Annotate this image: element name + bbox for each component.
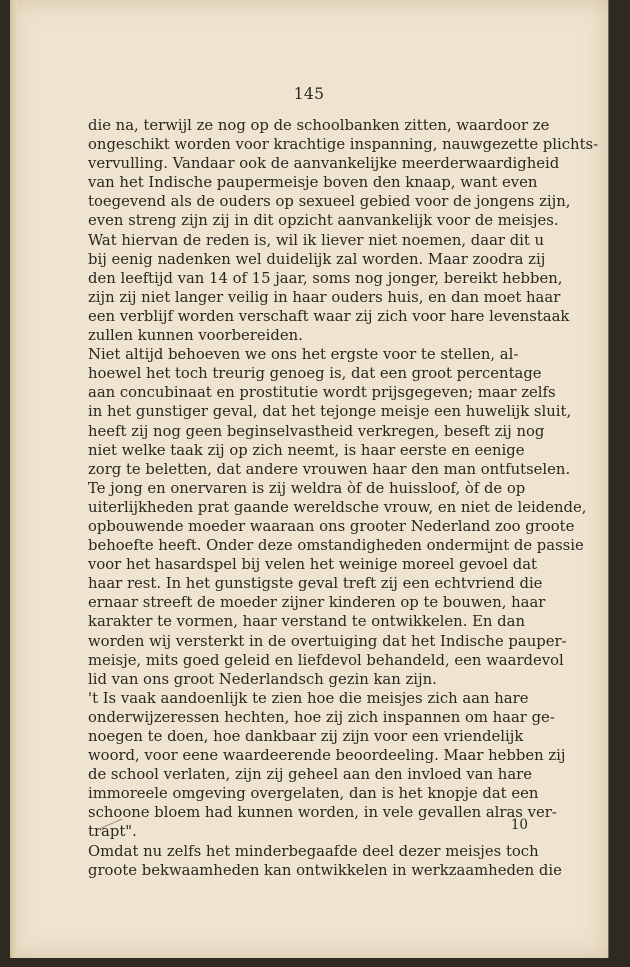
- text-line: die na, terwijl ze nog op de schoolbanken zitten, waardoor ze: [88, 117, 550, 134]
- text-line: aan concubinaat en prostitutie wordt prijsgegeven; maar zelfs: [88, 384, 556, 402]
- text-line: schoone bloem had kunnen worden, in vele gevallen alras ver-: [88, 804, 557, 822]
- text-line: van het Indische paupermeisje boven den knaap, want even: [88, 174, 538, 192]
- text-line: behoefte heeft. Onder deze omstandigheden ondermijnt de passie: [88, 537, 584, 555]
- text-line: lid van ons groot Nederlandsch gezin kan zijn.: [88, 670, 437, 688]
- text-line: Omdat nu zelfs het minderbegaafde deel dezer meisjes toch: [88, 842, 539, 860]
- text-line: niet welke taak zij op zich neemt, is haar eerste en eenige: [88, 441, 525, 459]
- text-line: Niet altijd behoeven we ons het ergste voor te stellen, al-: [88, 346, 519, 364]
- text-line: een verblijf worden verschaft waar zij zich voor hare levenstaak: [88, 307, 570, 325]
- text-line: immoreele omgeving overgelaten, dan is het knopje dat een: [88, 785, 539, 803]
- text-line: uiterlijkheden prat gaande wereldsche vrouw, en niet de leidende,: [88, 498, 587, 516]
- text-line: zorg te beletten, dat andere vrouwen haar den man ontfutselen.: [88, 460, 571, 478]
- signature-mark: 10: [510, 817, 528, 833]
- page-number: 145: [293, 85, 325, 103]
- text-line: groote bekwaamheden kan ontwikkelen in werkzaamheden die: [88, 861, 562, 879]
- text-line: zullen kunnen voorbereiden.: [88, 327, 303, 345]
- text-line: opbouwende moeder waaraan ons grooter Nederland zoo groote: [88, 517, 575, 535]
- text-line: woord, voor eene waardeerende beoordeeling. Maar hebben zij: [88, 747, 566, 765]
- text-line: trapt".: [88, 823, 137, 841]
- text-line: meisje, mits goed geleid en liefdevol behandeld, een waardevol: [88, 651, 564, 669]
- text-line: de school verlaten, zijn zij geheel aan den invloed van hare: [88, 766, 532, 784]
- pencil-mark-icon: [98, 818, 124, 830]
- text-line: ernaar streeft de moeder zijner kinderen op te bouwen, haar: [88, 594, 546, 612]
- text-line: ongeschikt worden voor krachtige inspanning, nauwgezette plichts-: [88, 136, 599, 154]
- text-line: 't Is vaak aandoenlijk te zien hoe die meisjes zich aan hare: [88, 689, 529, 707]
- text-line: Wat hiervan de reden is, wil ik liever niet noemen, daar dit u: [88, 231, 545, 249]
- text-line: heeft zij nog geen beginselvastheid verkregen, beseft zij nog: [88, 422, 545, 440]
- text-line: vervulling. Vandaar ook de aanvankelijke meerderwaardigheid: [88, 155, 560, 173]
- book-page: [10, 0, 608, 958]
- text-line: zijn zij niet langer veilig in haar ouders huis, en dan moet haar: [88, 288, 561, 306]
- text-line: even streng zijn zij in dit opzicht aanvankelijk voor de meisjes.: [88, 212, 559, 230]
- text-line: Te jong en onervaren is zij weldra òf de huissloof, òf de op: [88, 479, 526, 497]
- text-line: onderwijzeressen hechten, hoe zij zich inspannen om haar ge-: [88, 708, 555, 726]
- binding-edge: [10, 0, 17, 958]
- text-line: karakter te vormen, haar verstand te ontwikkelen. En dan: [88, 613, 525, 631]
- text-line: voor het hasardspel bij velen het weinige moreel gevoel dat: [88, 556, 537, 574]
- text-line: in het gunstiger geval, dat het tejonge meisje een huwelijk sluit,: [88, 403, 572, 421]
- text-line: haar rest. In het gunstigste geval treft zij een echtvriend die: [88, 575, 543, 593]
- text-line: hoewel het toch treurig genoeg is, dat een groot percentage: [88, 365, 542, 383]
- text-line: noegen te doen, hoe dankbaar zij zijn voor een vriendelijk: [88, 728, 524, 745]
- text-line: toegevend als de ouders op sexueel gebied voor de jongens zijn,: [88, 193, 571, 211]
- text-line: den leeftijd van 14 of 15 jaar, soms nog jonger, bereikt hebben,: [88, 269, 563, 287]
- text-line: worden wij versterkt in de overtuiging dat het Indische pauper-: [88, 632, 567, 650]
- text-line: bij eenig nadenken wel duidelijk zal worden. Maar zoodra zij: [88, 250, 546, 268]
